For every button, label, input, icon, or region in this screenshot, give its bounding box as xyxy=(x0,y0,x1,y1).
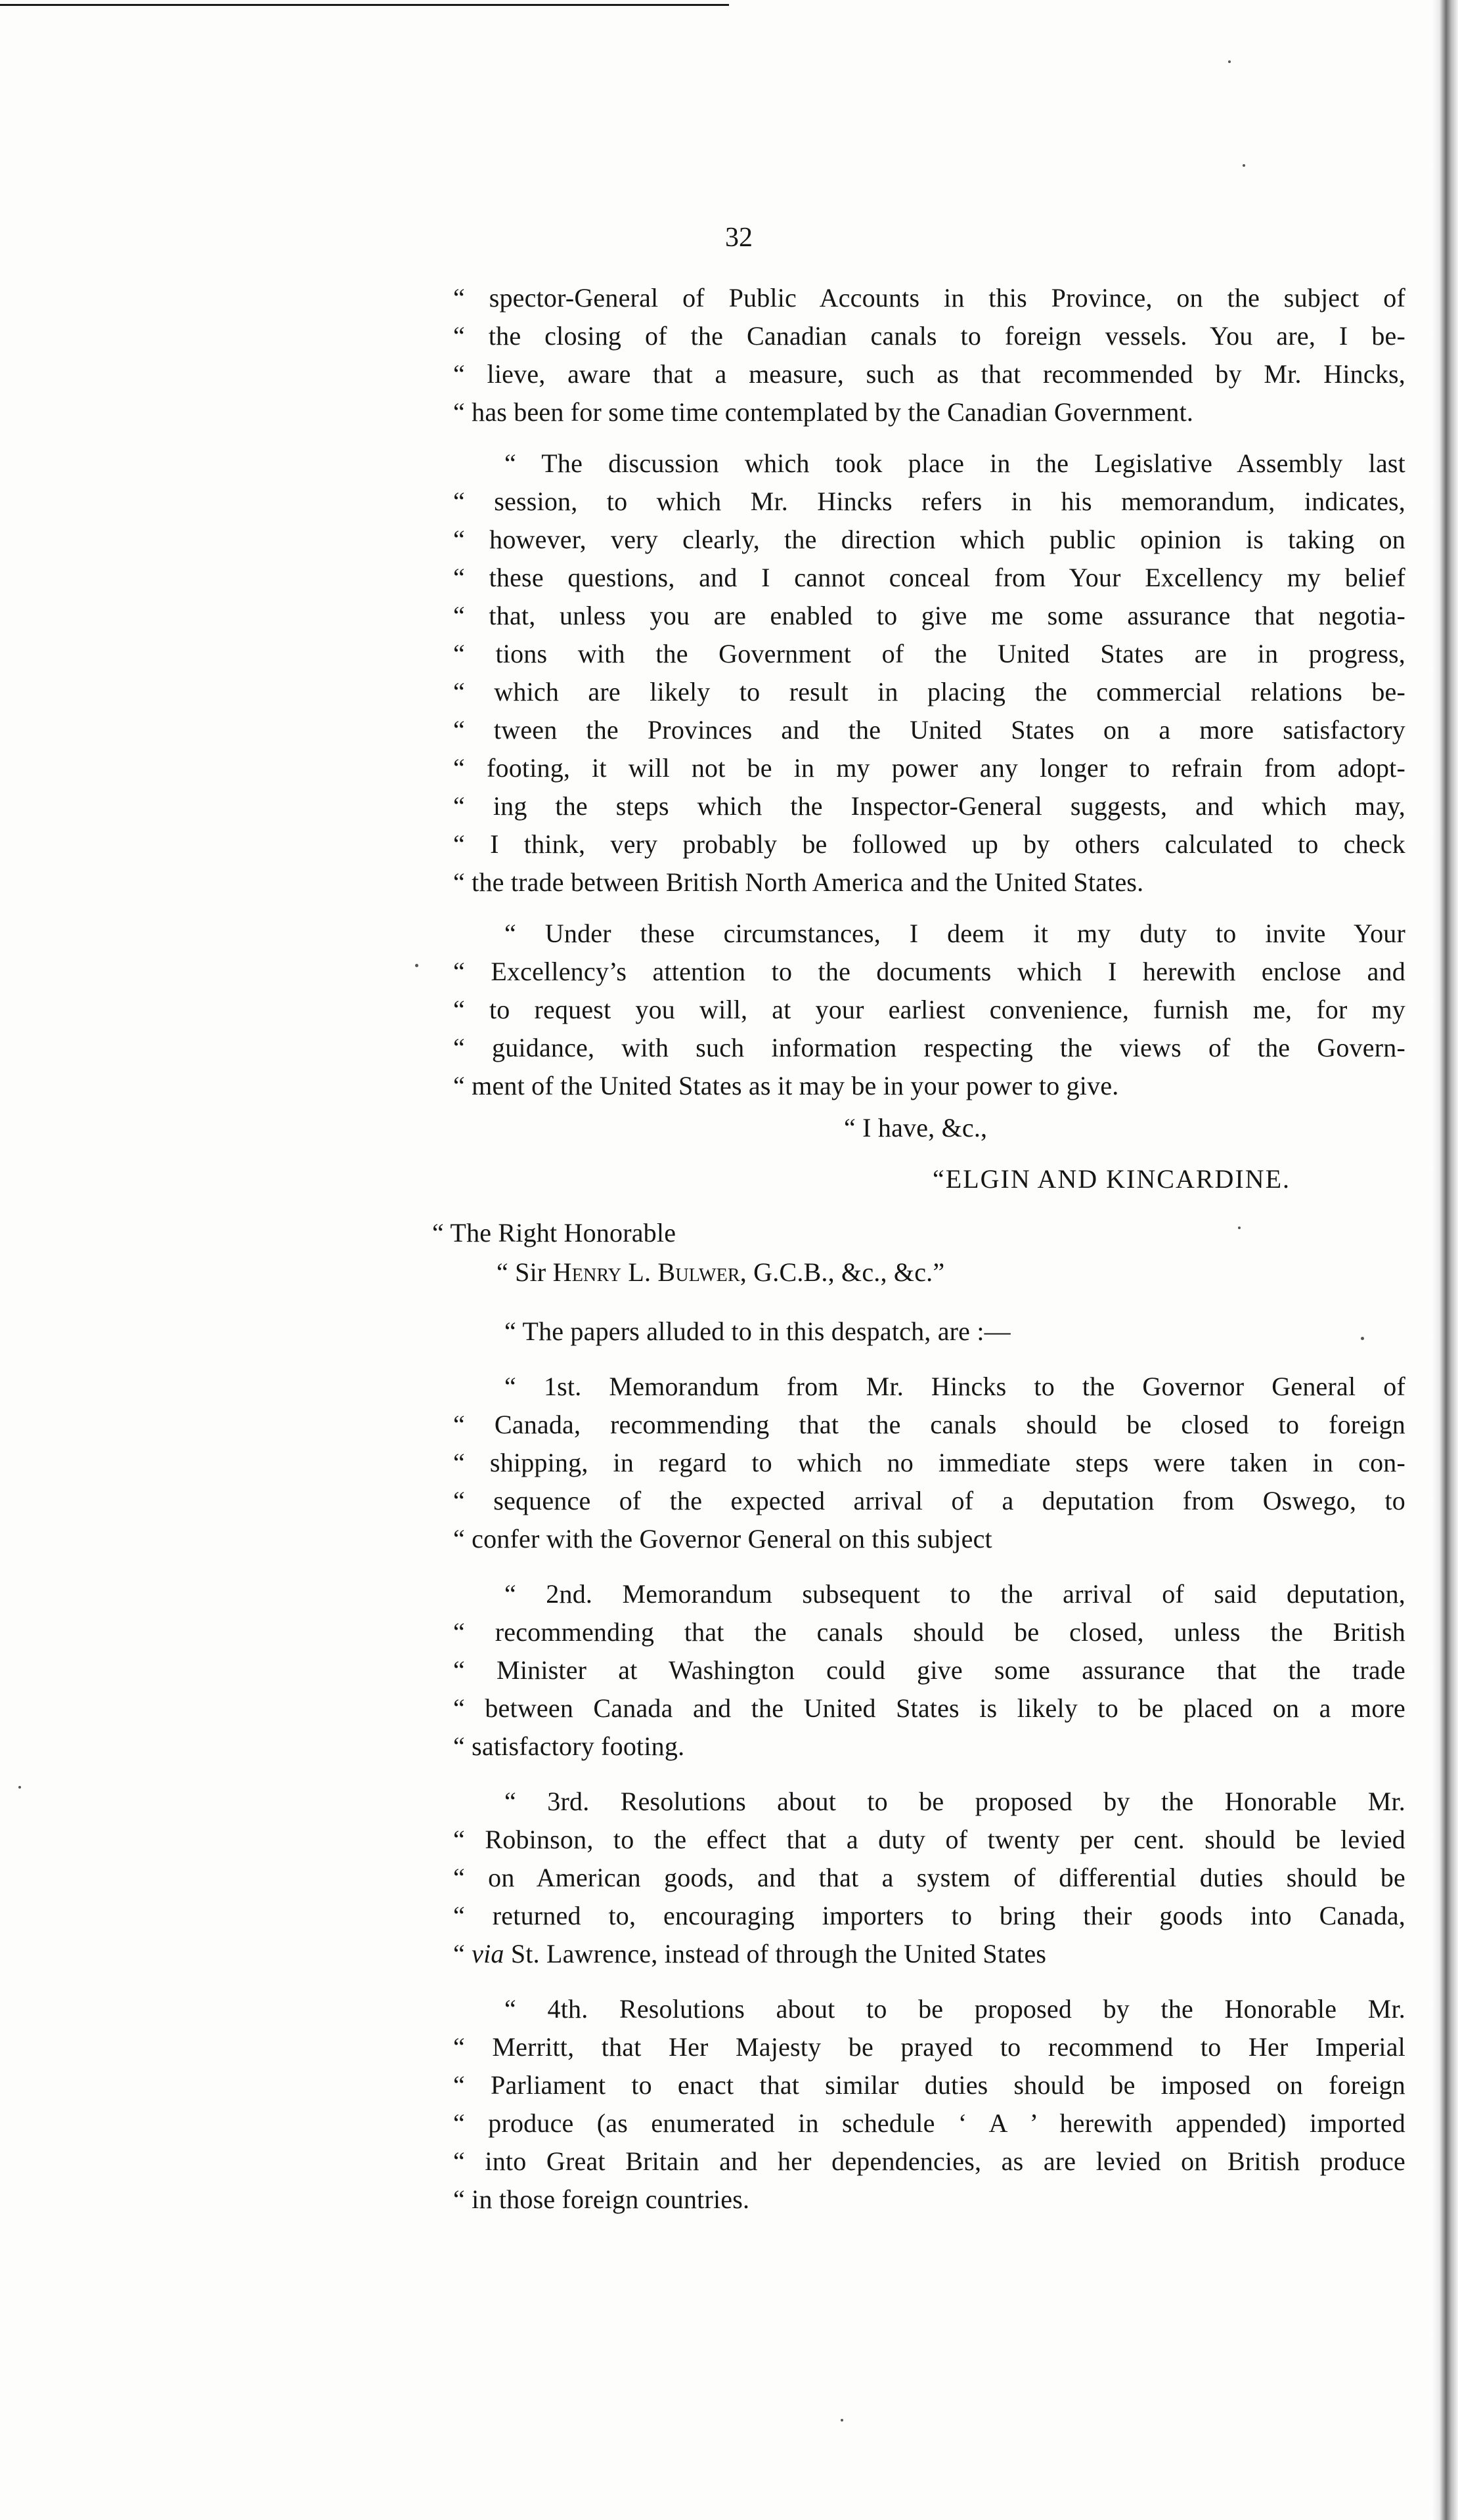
addressee-suffix: , G.C.B., &c., &c.” xyxy=(740,1257,945,1287)
scan-edge xyxy=(1432,0,1458,2520)
speck xyxy=(1361,1337,1364,1340)
text-line: “ lieve, aware that a measure, such as that recommended by Mr. Hincks, xyxy=(453,359,1405,389)
closing-line: “ I have, &c., xyxy=(844,1113,988,1142)
text-line: “ Canada, recommending that the canals should be closed to foreign xyxy=(453,1410,1405,1439)
text-line: “ Minister at Washington could give some assurance that the trade xyxy=(453,1655,1405,1685)
text-line: “ ing the steps which the Inspector-General suggests, and which may, xyxy=(453,791,1405,821)
speck xyxy=(1243,164,1245,167)
text-line: “ the closing of the Canadian canals to foreign vessels. You are, I be- xyxy=(453,321,1405,351)
text-line: “ returned to, encouraging importers to bring their goods into Canada, xyxy=(453,1901,1405,1930)
text-line: “ ment of the United States as it may be in your power to give. xyxy=(453,1071,1119,1100)
addressee-title: “ The Right Honorable xyxy=(432,1218,676,1248)
text-line: “ Excellency’s attention to the documents which I herewith enclose and xyxy=(453,957,1405,986)
speck xyxy=(1238,1227,1241,1229)
text-line: “ session, to which Mr. Hincks refers in his memorandum, indicates, xyxy=(453,487,1405,516)
text-line: “ guidance, with such information respecting the views of the Govern- xyxy=(453,1033,1405,1062)
speck xyxy=(415,964,418,967)
top-rule xyxy=(0,4,729,6)
text-line: “ tween the Provinces and the United States on a more satisfactory xyxy=(453,715,1405,745)
text-line: “ tions with the Government of the United States are in progress, xyxy=(453,639,1405,668)
addressee-name-smallcaps: Henry L. Bulwer xyxy=(552,1257,740,1287)
text-line: “ has been for some time contemplated by the Canadian Government. xyxy=(453,397,1194,427)
via-rest: St. Lawrence, instead of through the United States xyxy=(504,1939,1047,1968)
text-line: “ spector-General of Public Accounts in this Province, on the subject of xyxy=(453,283,1405,313)
text-line: “ sequence of the expected arrival of a deputation from Oswego, to xyxy=(453,1486,1405,1515)
speck xyxy=(841,2419,843,2422)
text-line: “ footing, it will not be in my power any longer to refrain from adopt- xyxy=(453,753,1405,783)
text-line: “ Under these circumstances, I deem it my duty to invite Your xyxy=(504,919,1405,948)
text-line: “ however, very clearly, the direction which public opinion is taking on xyxy=(453,525,1405,554)
text-line: “ to request you will, at your earliest convenience, furnish me, for my xyxy=(453,995,1405,1024)
speck xyxy=(1228,60,1231,63)
via-prefix: “ xyxy=(453,1939,472,1968)
text-line: “ produce (as enumerated in schedule ‘ A ’ herewith appended) imported xyxy=(453,2108,1405,2138)
text-line: “ recommending that the canals should be closed, unless the British xyxy=(453,1617,1405,1647)
text-line: “ I think, very probably be followed up by others calculated to check xyxy=(453,829,1405,859)
text-line: “ shipping, in regard to which no immediate steps were taken in con- xyxy=(453,1448,1405,1477)
text-line: “ 1st. Memorandum from Mr. Hincks to the Governor General of xyxy=(504,1372,1405,1401)
text-line: “ into Great Britain and her dependencies, as are levied on British produce xyxy=(453,2146,1405,2176)
text-line: “ in those foreign countries. xyxy=(453,2184,750,2214)
text-line: “ Robinson, to the effect that a duty of twenty per cent. should be levied xyxy=(453,1825,1405,1854)
addressee-name xyxy=(497,1255,944,1290)
text-line: “ between Canada and the United States is likely to be placed on a more xyxy=(453,1693,1405,1723)
text-line: “ Merritt, that Her Majesty be prayed to recommend to Her Imperial xyxy=(453,2032,1405,2062)
signature: “ELGIN AND KINCARDINE. xyxy=(933,1164,1291,1194)
page-number: 32 xyxy=(725,223,753,253)
text-line: “ 3rd. Resolutions about to be proposed by the Honorable Mr. xyxy=(504,1787,1405,1816)
text-line: “ Parliament to enact that similar duties should be imposed on foreign xyxy=(453,2070,1405,2100)
addressee-prefix: “ Sir xyxy=(497,1257,553,1287)
text-line: “ 4th. Resolutions about to be proposed by the Honorable Mr. xyxy=(504,1994,1405,2024)
text-line: “ that, unless you are enabled to give me some assurance that negotia- xyxy=(453,601,1405,630)
text-line: “ the trade between British North America and the United States. xyxy=(453,867,1144,897)
text-line: “ 2nd. Memorandum subsequent to the arrival of said deputation, xyxy=(504,1579,1405,1609)
text-line: “ satisfactory footing. xyxy=(453,1731,685,1761)
text-line: “ The papers alluded to in this despatch, are :— xyxy=(504,1316,1011,1346)
via-word: via xyxy=(472,1939,504,1968)
text-line: “ which are likely to result in placing the commercial relations be- xyxy=(453,677,1405,706)
text-line: “ on American goods, and that a system of differential duties should be xyxy=(453,1863,1405,1892)
speck xyxy=(18,1786,21,1789)
text-line: “ The discussion which took place in the Legislative Assembly last xyxy=(504,448,1405,478)
text-line: “ these questions, and I cannot conceal from Your Excellency my belief xyxy=(453,563,1405,592)
text-line: “ confer with the Governor General on this subject xyxy=(453,1524,992,1553)
text-line xyxy=(453,1937,1046,1971)
